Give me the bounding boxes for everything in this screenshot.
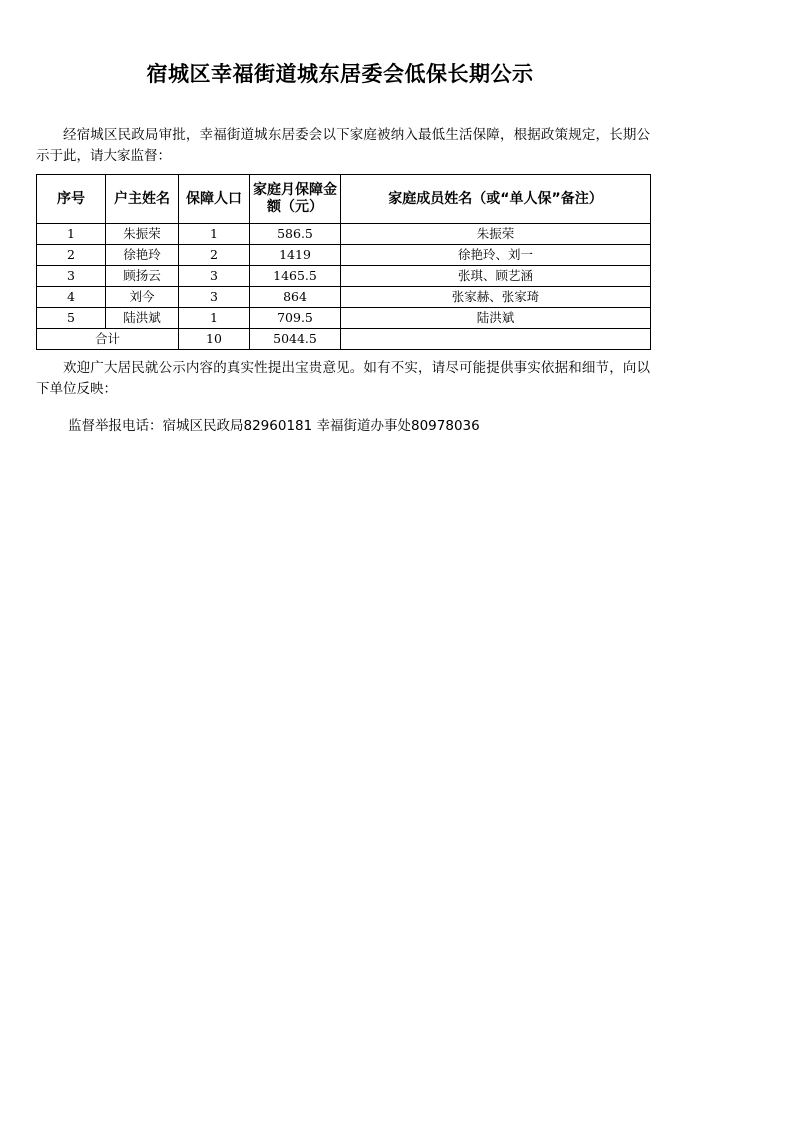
cell-persons: 2 [179,245,250,266]
cell-persons: 1 [179,224,250,245]
table-row [37,245,651,266]
table-row [37,308,651,329]
subsidy-table [36,174,651,350]
table-row [37,266,651,287]
table-total-row [37,329,651,350]
cell-members: 朱振荣 [341,224,651,245]
cell-persons: 1 [179,308,250,329]
cell-total-amount: 5044.5 [250,329,341,350]
cell-head-name: 朱振荣 [106,224,179,245]
cell-persons: 3 [179,266,250,287]
contact-line: 监督举报电话：宿城区民政局82960181 幸福街道办事处80978036 [68,418,480,434]
cell-amount: 1419 [250,245,341,266]
cell-persons: 3 [179,287,250,308]
cell-amount: 1465.5 [250,266,341,287]
intro-paragraph: 经宿城区民政局审批，幸福街道城东居委会以下家庭被纳入最低生活保障，根据政策规定，长期公示于此，请大家监督： [36,127,650,164]
cell-members: 张琪、顾艺涵 [341,266,651,287]
cell-total-members [341,329,651,350]
cell-head-name: 刘今 [106,287,179,308]
cell-index: 2 [37,245,106,266]
cell-index: 3 [37,266,106,287]
table-row [37,224,651,245]
header-index: 序号 [37,175,106,224]
cell-amount: 864 [250,287,341,308]
cell-members: 徐艳玲、刘一 [341,245,651,266]
cell-amount: 709.5 [250,308,341,329]
cell-members: 陆洪斌 [341,308,651,329]
cell-index: 1 [37,224,106,245]
header-head-name: 户主姓名 [106,175,179,224]
cell-total-label: 合计 [37,329,179,350]
page-title: 宿城区幸福街道城东居委会低保长期公示 [146,61,534,86]
closing-paragraph: 欢迎广大居民就公示内容的真实性提出宝贵意见。如有不实，请尽可能提供事实依据和细节，向以下单位反映： [36,360,650,397]
cell-total-persons: 10 [179,329,250,350]
cell-members: 张家赫、张家琦 [341,287,651,308]
cell-index: 5 [37,308,106,329]
cell-amount: 586.5 [250,224,341,245]
header-amount: 家庭月保障金额（元） [250,175,341,224]
cell-head-name: 陆洪斌 [106,308,179,329]
header-members: 家庭成员姓名（或“单人保”备注） [341,175,651,224]
cell-head-name: 徐艳玲 [106,245,179,266]
header-persons: 保障人口 [179,175,250,224]
table-row [37,287,651,308]
table-header-row [37,175,651,224]
cell-index: 4 [37,287,106,308]
cell-head-name: 顾扬云 [106,266,179,287]
